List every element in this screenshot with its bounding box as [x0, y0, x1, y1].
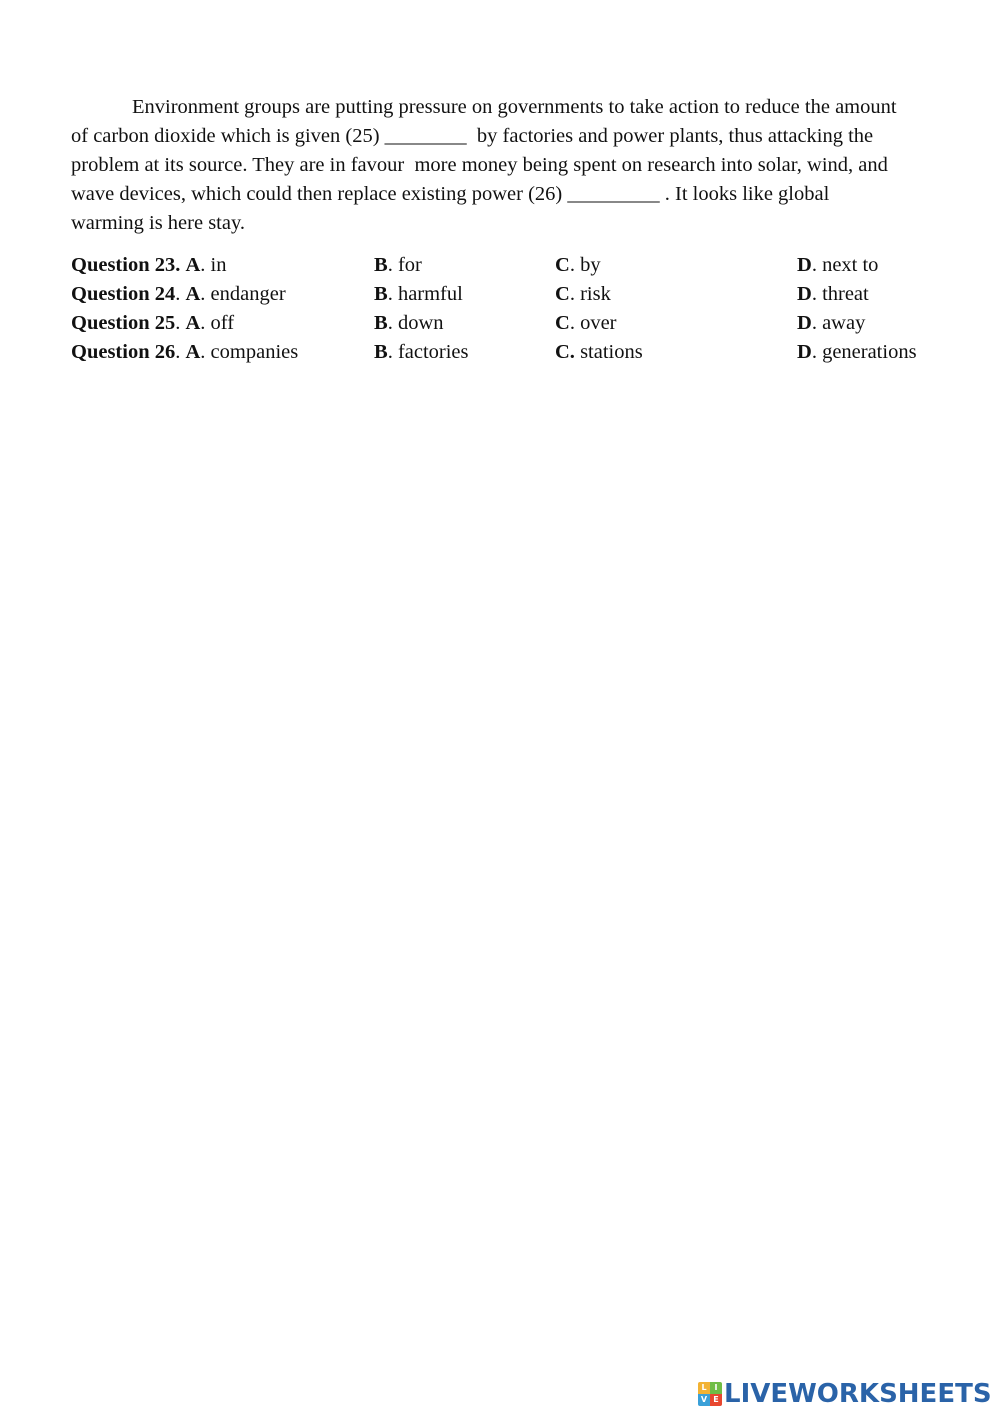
- option-b: [374, 309, 444, 338]
- option-text: over: [580, 312, 617, 334]
- question-label: Question 26: [71, 341, 176, 363]
- option-text: in: [210, 254, 227, 276]
- option-separator: .: [811, 283, 823, 305]
- liveworksheets-logo-icon: [698, 1382, 722, 1406]
- option-separator: .: [569, 283, 581, 305]
- option-a: Question 24. A. endanger: [71, 283, 286, 305]
- option-text: for: [397, 254, 422, 276]
- option-letter: C: [555, 254, 570, 276]
- question-row-23: [71, 251, 951, 280]
- passage-line: of carbon dioxide which is given (25) ________ by factories and power plants, thus attacking the: [71, 125, 874, 147]
- option-letter: D: [797, 312, 812, 334]
- option-separator: .: [811, 254, 823, 276]
- option-letter: B: [374, 254, 388, 276]
- option-separator: .: [387, 312, 398, 334]
- option-separator: .: [569, 312, 581, 334]
- option-letter: A: [185, 341, 201, 363]
- option-letter: A: [185, 283, 201, 305]
- option-a: [71, 251, 227, 280]
- option-text: harmful: [397, 283, 463, 305]
- option-c: [555, 251, 601, 280]
- option-separator: .: [811, 341, 823, 363]
- question-row-24: [71, 280, 951, 309]
- option-text: stations: [580, 341, 643, 363]
- logo-letter: L: [698, 1382, 710, 1394]
- option-separator: .: [200, 341, 211, 363]
- option-a: Question 25. A. off: [71, 312, 235, 334]
- option-separator: .: [200, 283, 211, 305]
- option-text: by: [580, 254, 601, 276]
- option-text: companies: [210, 341, 299, 363]
- option-text: off: [210, 312, 235, 334]
- option-b: [374, 280, 463, 309]
- option-letter: C: [555, 283, 570, 305]
- option-separator: .: [200, 312, 211, 334]
- option-separator: .: [569, 254, 581, 276]
- option-separator: .: [387, 254, 398, 276]
- option-letter: D: [797, 341, 812, 363]
- reading-passage: [71, 93, 951, 238]
- option-d: [797, 309, 865, 338]
- option-a: Question 26. A. companies: [71, 341, 299, 363]
- option-letter: D: [797, 254, 812, 276]
- question-list: [71, 251, 951, 367]
- option-text: generations: [822, 341, 917, 363]
- option-letter: C.: [555, 341, 575, 363]
- option-text: risk: [580, 283, 611, 305]
- option-text: away: [822, 312, 866, 334]
- option-text: threat: [822, 283, 869, 305]
- option-letter: C: [555, 312, 570, 334]
- option-separator: .: [200, 254, 211, 276]
- question-row-25: [71, 309, 951, 338]
- option-text: down: [397, 312, 444, 334]
- question-label: Question 24: [71, 283, 176, 305]
- passage-line: problem at its source. They are in favour more money being spent on research into solar, wind, and: [71, 154, 888, 176]
- option-d: [797, 280, 869, 309]
- brand-text: LIVEWORKSHEETS: [724, 1379, 992, 1409]
- option-letter: B: [374, 283, 388, 305]
- option-d: [797, 251, 878, 280]
- option-c: [555, 309, 617, 338]
- option-separator: .: [811, 312, 823, 334]
- option-text: next to: [822, 254, 879, 276]
- option-separator: .: [387, 341, 398, 363]
- logo-letter: V: [698, 1394, 710, 1406]
- question-label: Question 25: [71, 312, 176, 334]
- logo-letter: E: [710, 1394, 722, 1406]
- option-letter: A: [185, 312, 201, 334]
- option-c: [555, 280, 611, 309]
- passage-line: Environment groups are putting pressure on governments to take action to reduce the amount: [132, 96, 897, 118]
- question-label: Question 23.: [71, 254, 181, 276]
- option-text: endanger: [210, 283, 286, 305]
- option-b: [374, 338, 469, 367]
- option-letter: B: [374, 312, 388, 334]
- option-c: [555, 338, 643, 367]
- option-letter: D: [797, 283, 812, 305]
- liveworksheets-brand: [698, 1378, 992, 1410]
- option-b: [374, 251, 422, 280]
- option-separator: .: [387, 283, 398, 305]
- passage-line: warming is here stay.: [71, 212, 246, 234]
- option-letter: B: [374, 341, 388, 363]
- question-row-26: [71, 338, 951, 367]
- passage-line: wave devices, which could then replace existing power (26) _________ . It looks like global: [71, 183, 830, 205]
- option-letter: A: [185, 254, 201, 276]
- option-d: [797, 338, 917, 367]
- option-text: factories: [397, 341, 469, 363]
- logo-letter: I: [710, 1382, 722, 1394]
